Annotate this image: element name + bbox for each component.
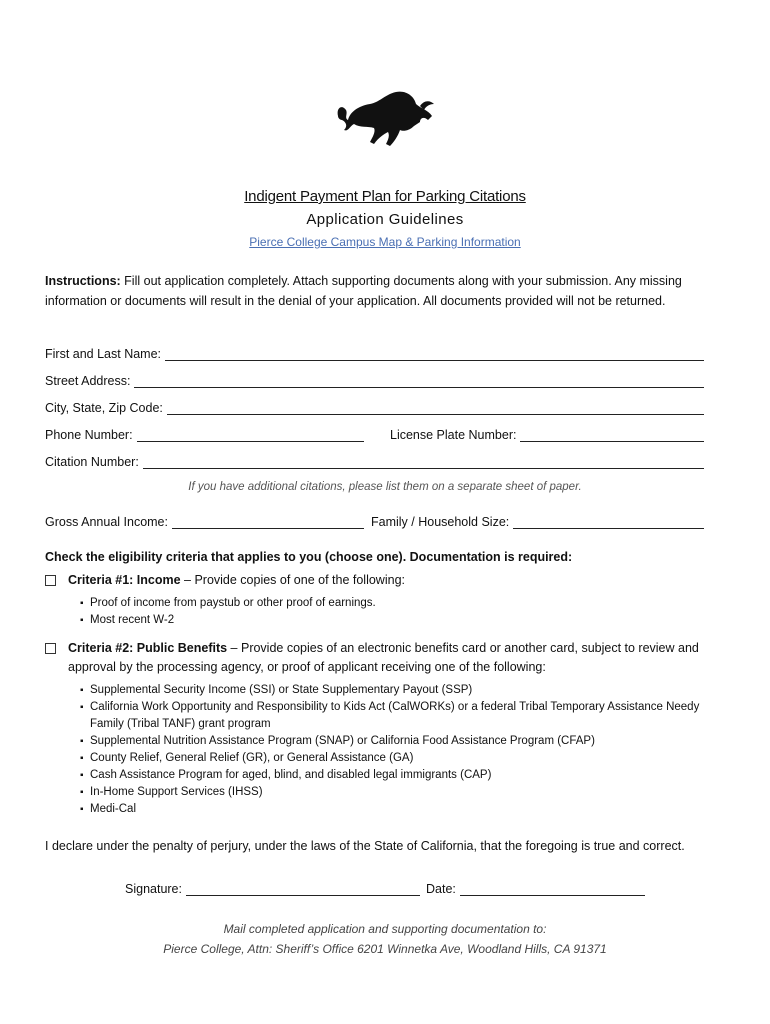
signature-field[interactable] bbox=[125, 882, 420, 896]
signature-input-line[interactable] bbox=[186, 883, 420, 896]
form-subtitle: Application Guidelines bbox=[306, 211, 464, 228]
name-label: First and Last Name: bbox=[45, 347, 162, 361]
name-input-line[interactable] bbox=[165, 348, 704, 361]
list-item: ▪ Cash Assistance Program for aged, blind, and disabled legal immigrants (CAP) bbox=[80, 767, 730, 784]
bull-logo-icon bbox=[334, 86, 436, 154]
date-field[interactable] bbox=[426, 882, 645, 896]
list-item: ▪ Medi-Cal bbox=[80, 801, 730, 818]
criteria-2-list bbox=[80, 682, 730, 818]
street-field[interactable] bbox=[45, 374, 704, 388]
criteria-1-label: Criteria #1: Income bbox=[68, 573, 181, 587]
household-field[interactable] bbox=[371, 515, 704, 529]
instructions-paragraph bbox=[45, 271, 735, 311]
criteria-2-text: – Provide copies of an electronic benefits card or another card, subject to review and approval by the processing agency, or proof of applicant receiving one of the following: bbox=[68, 641, 699, 674]
criteria-1 bbox=[45, 571, 725, 590]
criteria-2-checkbox[interactable] bbox=[45, 643, 56, 654]
list-item: ▪ Supplemental Nutrition Assistance Program (SNAP) or California Food Assistance Program (CFAP) bbox=[80, 733, 730, 750]
phone-label: Phone Number: bbox=[45, 428, 133, 442]
citation-label: Citation Number: bbox=[45, 455, 139, 469]
mail-address: Pierce College, Attn: Sheriff’s Office 6201 Winnetka Ave, Woodland Hills, CA 91371 bbox=[163, 942, 607, 956]
income-input-line[interactable] bbox=[172, 516, 364, 529]
city-label: City, State, Zip Code: bbox=[45, 401, 163, 415]
phone-input-line[interactable] bbox=[137, 429, 364, 442]
plate-label: License Plate Number: bbox=[390, 428, 517, 442]
date-label: Date: bbox=[426, 882, 456, 896]
list-item: ▪ California Work Opportunity and Responsibility to Kids Act (CalWORKs) or a federal Tribal Temporary Assistance Needy Family (Tribal TANF) grant program bbox=[80, 699, 730, 733]
list-item: ▪ County Relief, General Relief (GR), or General Assistance (GA) bbox=[80, 750, 730, 767]
plate-field[interactable] bbox=[390, 428, 704, 442]
income-label: Gross Annual Income: bbox=[45, 515, 168, 529]
criteria-1-list bbox=[80, 595, 730, 629]
household-input-line[interactable] bbox=[513, 516, 704, 529]
mail-instructions: Mail completed application and supporting documentation to: bbox=[223, 922, 547, 936]
instructions-label: Instructions: bbox=[45, 274, 121, 288]
list-item: ▪ Most recent W-2 bbox=[80, 612, 730, 629]
date-input-line[interactable] bbox=[460, 883, 645, 896]
list-item: ▪ Proof of income from paystub or other proof of earnings. bbox=[80, 595, 730, 612]
phone-field[interactable] bbox=[45, 428, 364, 442]
street-input-line[interactable] bbox=[134, 375, 704, 388]
criteria-2 bbox=[45, 639, 725, 677]
list-item: ▪ In-Home Support Services (IHSS) bbox=[80, 784, 730, 801]
household-label: Family / Household Size: bbox=[371, 515, 510, 529]
criteria-1-checkbox[interactable] bbox=[45, 575, 56, 586]
criteria-2-label: Criteria #2: Public Benefits bbox=[68, 641, 228, 655]
eligibility-heading: Check the eligibility criteria that applies to you (choose one). Documentation is required: bbox=[45, 550, 573, 564]
form-title: Indigent Payment Plan for Parking Citations bbox=[244, 188, 526, 205]
citation-field[interactable] bbox=[45, 455, 704, 469]
income-field[interactable] bbox=[45, 515, 364, 529]
citation-note: If you have additional citations, please list them on a separate sheet of paper. bbox=[188, 481, 582, 493]
campus-map-link[interactable]: Pierce College Campus Map & Parking Information bbox=[249, 235, 521, 249]
city-input-line[interactable] bbox=[167, 402, 704, 415]
citation-input-line[interactable] bbox=[143, 456, 704, 469]
street-label: Street Address: bbox=[45, 374, 131, 388]
perjury-declaration: I declare under the penalty of perjury, under the laws of the State of California, that the foregoing is true and correct. bbox=[45, 839, 685, 853]
signature-label: Signature: bbox=[125, 882, 182, 896]
plate-input-line[interactable] bbox=[520, 429, 704, 442]
criteria-1-text: – Provide copies of one of the following: bbox=[180, 573, 405, 587]
list-item: ▪ Supplemental Security Income (SSI) or State Supplementary Payout (SSP) bbox=[80, 682, 730, 699]
name-field[interactable] bbox=[45, 347, 704, 361]
city-field[interactable] bbox=[45, 401, 704, 415]
instructions-text: Fill out application completely. Attach supporting documents along with your submission. Any missing information or documents will result in the denial of your application. All documents provided will not be returned. bbox=[45, 274, 682, 308]
